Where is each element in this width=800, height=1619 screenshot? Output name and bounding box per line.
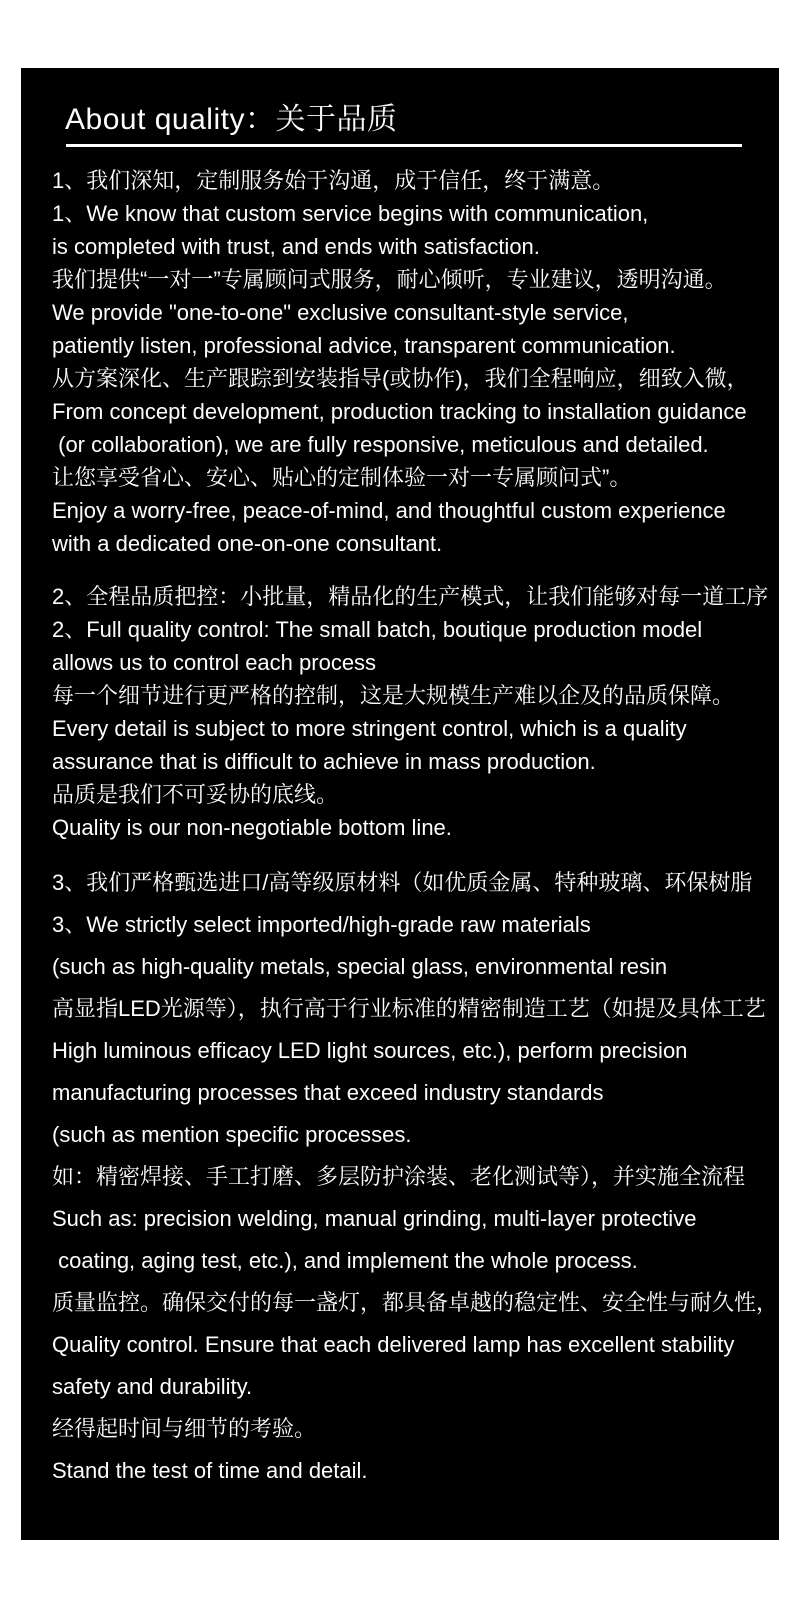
text-line: 1、We know that custom service begins with communication,: [52, 201, 649, 226]
title-underline: [66, 144, 742, 147]
text-line: 3、我们严格甄选进口/高等级原材料（如优质金属、特种玻璃、环保树脂: [52, 870, 753, 895]
paragraph-quality-control: [52, 580, 779, 844]
text-line: (such as high-quality metals, special glass, environmental resin: [52, 954, 668, 979]
text-line: manufacturing processes that exceed industry standards: [52, 1080, 604, 1105]
text-line: 品质是我们不可妥协的底线。: [52, 782, 339, 807]
text-line: (such as mention specific processes.: [52, 1122, 412, 1147]
text-line: 如：精密焊接、手工打磨、多层防护涂装、老化测试等），并实施全流程: [52, 1164, 746, 1189]
text-line: Every detail is subject to more stringent control, which is a quality: [52, 716, 687, 741]
text-line: 高显指LED光源等），执行高于行业标准的精密制造工艺（如提及具体工艺: [52, 996, 766, 1021]
text-line: Quality control. Ensure that each delivered lamp has excellent stability: [52, 1332, 735, 1357]
text-line: 1、我们深知，定制服务始于沟通，成于信任，终于满意。: [52, 168, 615, 193]
text-line: Enjoy a worry-free, peace-of-mind, and thoughtful custom experience: [52, 498, 726, 523]
text-line: (or collaboration), we are fully responsive, meticulous and detailed.: [52, 432, 709, 457]
quality-panel: [21, 68, 779, 1540]
text-line: 3、We strictly select imported/high-grade raw materials: [52, 912, 591, 937]
text-line: Such as: precision welding, manual grinding, multi-layer protective: [52, 1206, 697, 1231]
text-line: We provide "one-to-one" exclusive consultant-style service,: [52, 300, 629, 325]
text-line: with a dedicated one-on-one consultant.: [52, 531, 443, 556]
text-line: is completed with trust, and ends with satisfaction.: [52, 234, 540, 259]
text-line: 让您享受省心、安心、贴心的定制体验一对一专属顾问式”。: [52, 465, 632, 490]
text-line: 经得起时间与细节的考验。: [52, 1416, 317, 1441]
paragraph-service: [52, 164, 779, 560]
text-line: 2、Full quality control: The small batch, boutique production model: [52, 617, 703, 642]
text-line: From concept development, production tracking to installation guidance: [52, 399, 747, 424]
quality-content: [52, 164, 779, 1492]
text-line: 我们提供“一对一”专属顾问式服务，耐心倾听，专业建议，透明沟通。: [52, 267, 727, 292]
paragraph-materials: [52, 862, 779, 1492]
text-line: patiently listen, professional advice, transparent communication.: [52, 333, 676, 358]
text-line: coating, aging test, etc.), and implement the whole process.: [52, 1248, 638, 1273]
text-line: High luminous efficacy LED light sources, etc.), perform precision: [52, 1038, 688, 1063]
page-title: About quality：关于品质: [65, 103, 398, 136]
text-line: 质量监控。确保交付的每一盏灯，都具备卓越的稳定性、安全性与耐久性，: [52, 1290, 779, 1315]
text-line: assurance that is difficult to achieve in mass production.: [52, 749, 596, 774]
text-line: Quality is our non-negotiable bottom line.: [52, 815, 452, 840]
text-line: 每一个细节进行更严格的控制，这是大规模生产难以企及的品质保障。: [52, 683, 735, 708]
text-line: 2、全程品质把控：小批量，精品化的生产模式，让我们能够对每一道工序: [52, 584, 769, 609]
text-line: safety and durability.: [52, 1374, 253, 1399]
text-line: Stand the test of time and detail.: [52, 1458, 368, 1483]
text-line: allows us to control each process: [52, 650, 377, 675]
text-line: 从方案深化、生产跟踪到安装指导(或协作)，我们全程响应，细致入微，: [52, 366, 749, 391]
